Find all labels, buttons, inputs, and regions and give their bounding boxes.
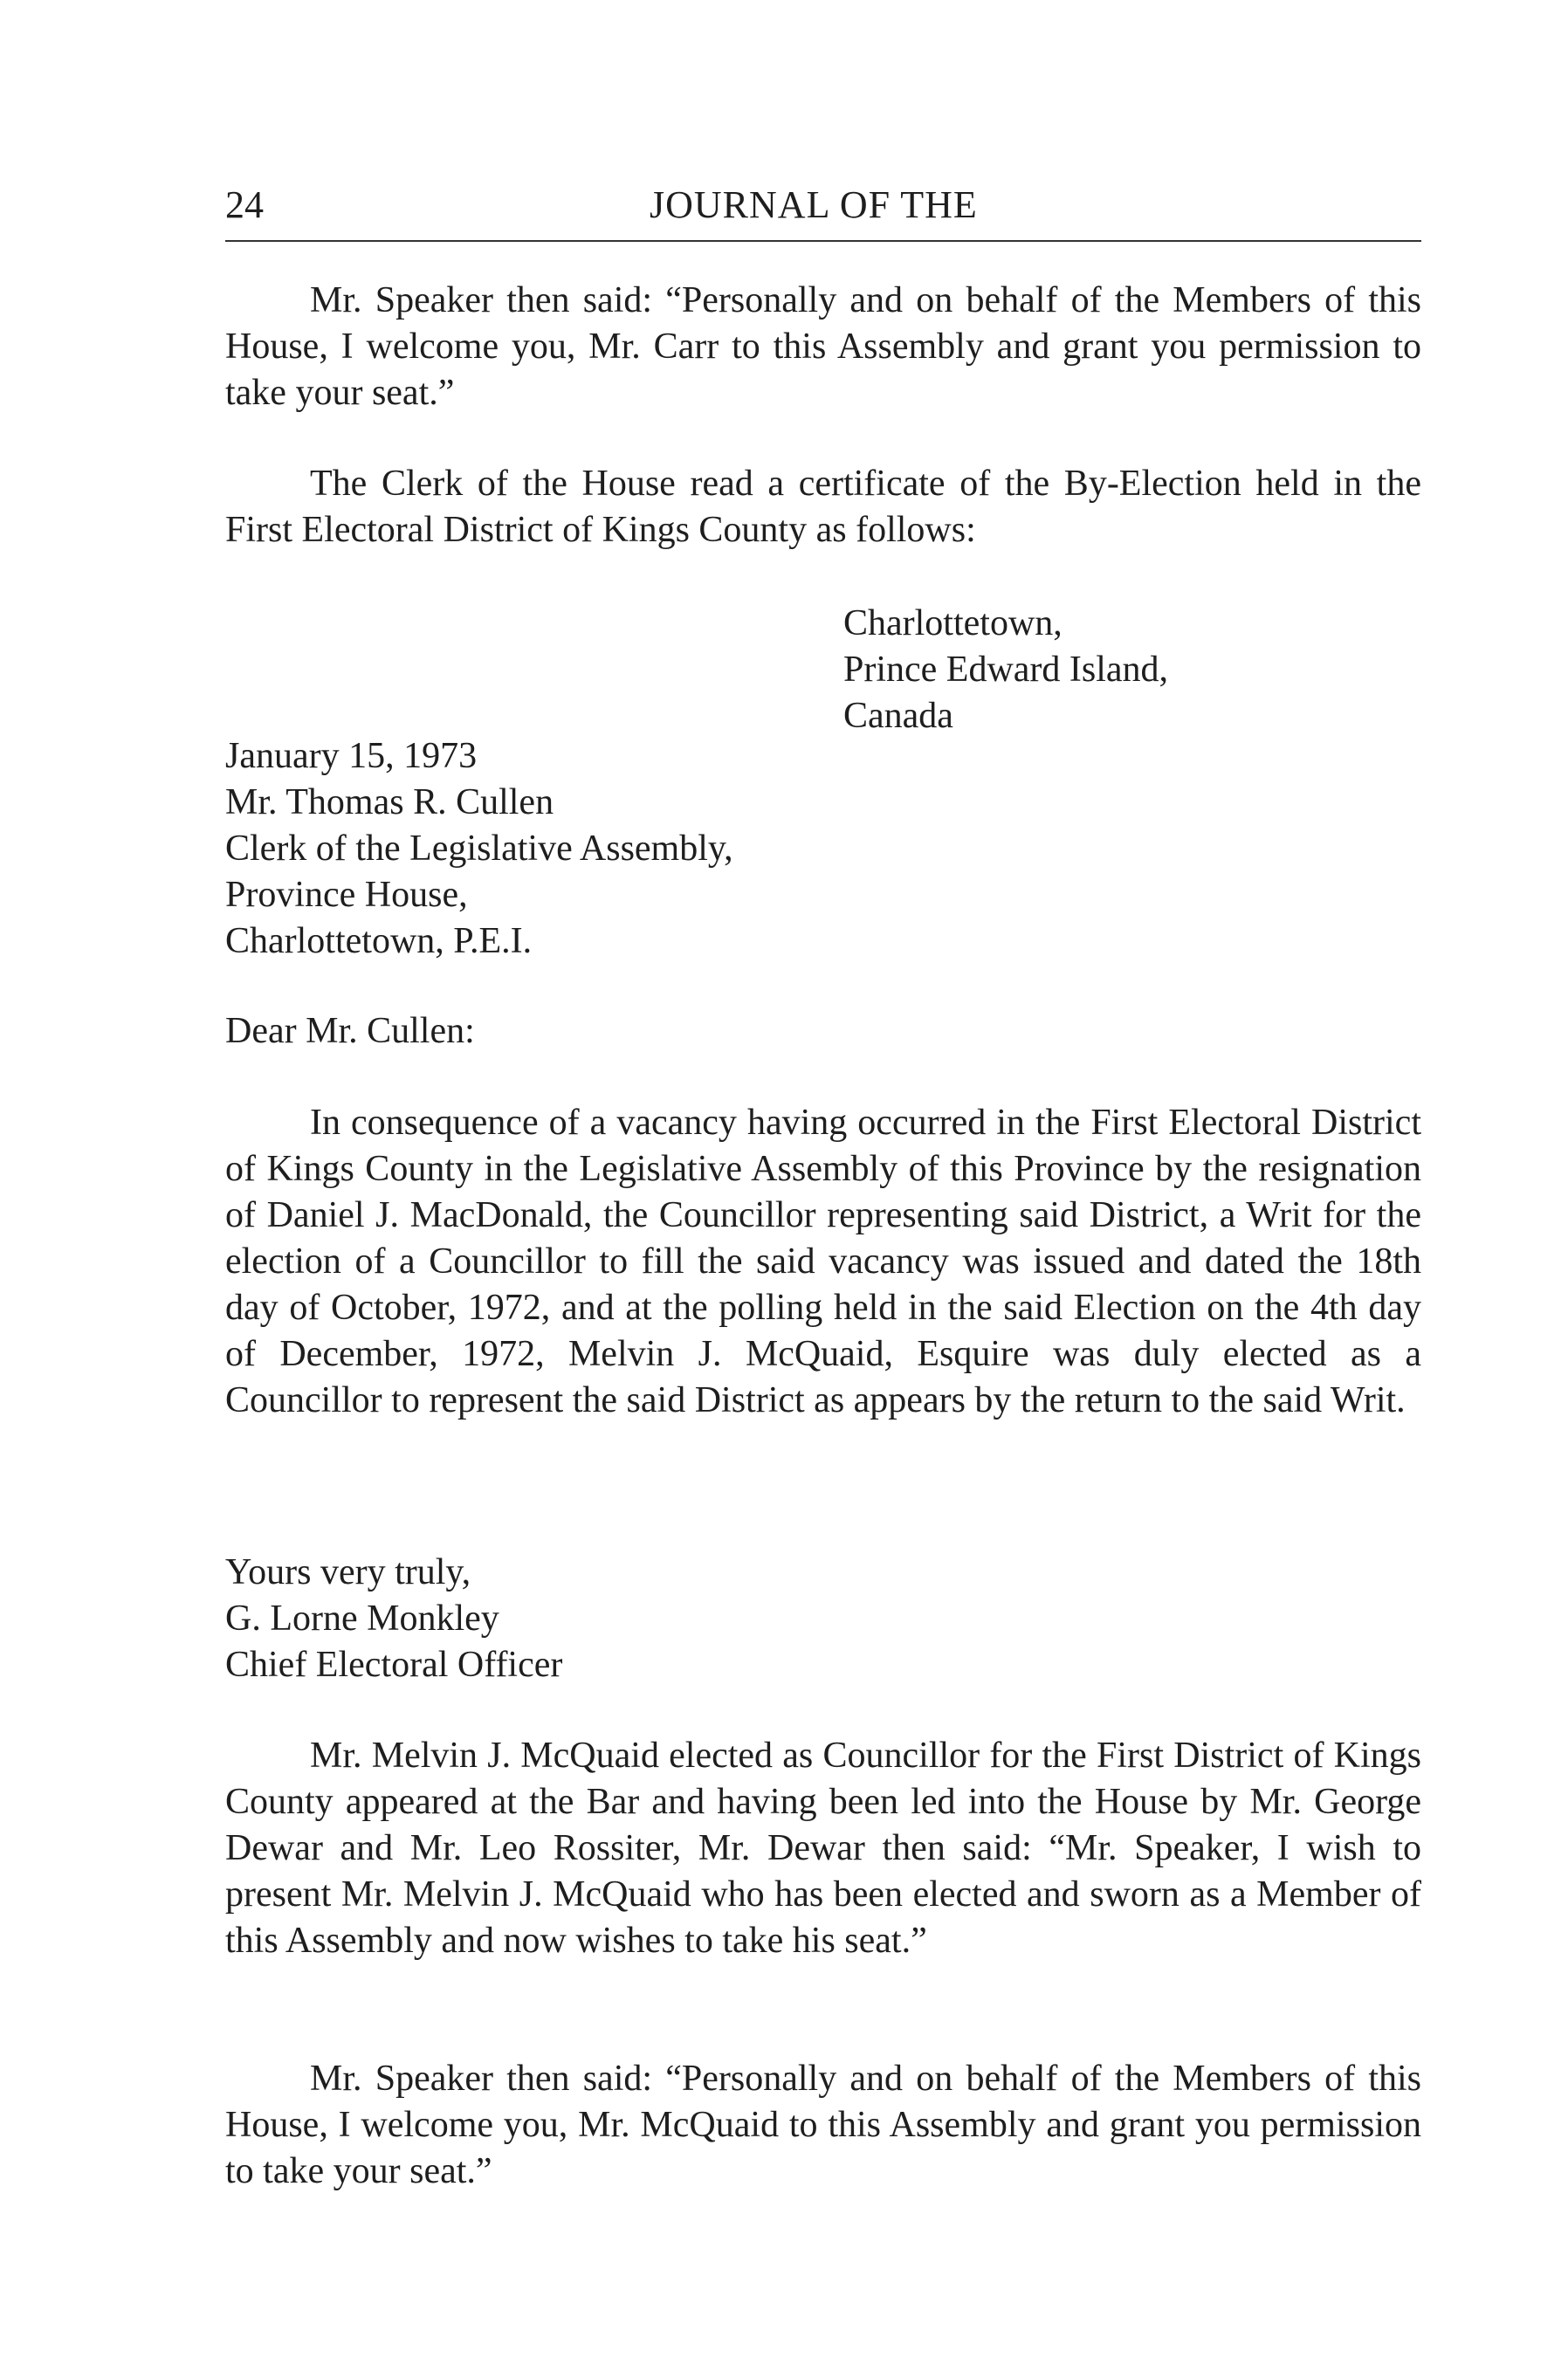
signer-title: Chief Electoral Officer [225, 1645, 563, 1685]
letter-place-line: Prince Edward Island, [843, 650, 1169, 690]
letter-place-line: Canada [843, 696, 953, 736]
page-header [225, 179, 1421, 242]
paragraph-text: Mr. Speaker then said: “Personally and on behalf of the Members of this House, I welcome you, Mr. McQuaid to this Assembly and grant you permission to take your seat.” [225, 2059, 1421, 2191]
letter-date-address [225, 733, 733, 965]
letter-salutation: Dear Mr. Cullen: [225, 1011, 475, 1051]
letter-body [225, 1100, 1421, 1424]
page-number: 24 [225, 183, 264, 226]
paragraph-text: Mr. Melvin J. McQuaid elected as Councillor for the First District of Kings County appeared at the Bar and having been led into the House by Mr. George Dewar and Mr. Leo Rossiter, Mr. Dewar then said: “Mr. Speaker, I wish to present Mr. Melvin J. McQuaid who has been elected and sworn as a Member of this Assembly and now wishes to take his seat.” [225, 1736, 1421, 1961]
letter-signature-block [225, 1550, 562, 1688]
paragraph-text: The Clerk of the House read a certificate of the By-Election held in the First Electoral District of Kings County as follows: [225, 464, 1421, 550]
paragraph-text: In consequence of a vacancy having occurred in the First Electoral District of Kings County in the Legislative Assembly of this Province by the resignation of Daniel J. MacDonald, the Councillor representing said District, a Writ for the election of a Councillor to fill the said vacancy was issued and dated the 18th day of October, 1972, and at the polling held in the said Election on the 4th day of December, 1972, Melvin J. McQuaid, Esquire was duly elected as a Councillor to represent the said District as appears by the return to the said Writ. [225, 1103, 1421, 1420]
addressee-line: Mr. Thomas R. Cullen [225, 782, 554, 822]
running-head: JOURNAL OF THE [650, 183, 978, 226]
letter-closing: Yours very truly, [225, 1552, 471, 1592]
letter-salutation-block [225, 1008, 475, 1055]
letter-place [843, 601, 1168, 739]
letter-place-line: Charlottetown, [843, 603, 1063, 643]
addressee-line: Clerk of the Legislative Assembly, [225, 828, 733, 869]
paragraph-mcquaid-presented [225, 1733, 1421, 1964]
signer-name: G. Lorne Monkley [225, 1599, 499, 1639]
addressee-line: Province House, [225, 875, 468, 915]
addressee-line: Charlottetown, P.E.I. [225, 921, 533, 961]
paragraph-clerk-read [225, 461, 1421, 553]
letter-date: January 15, 1973 [225, 736, 478, 776]
paragraph-text: Mr. Speaker then said: “Personally and on behalf of the Members of this House, I welcome you, Mr. Carr to this Assembly and grant you permission to take your seat.” [225, 280, 1421, 413]
paragraph-welcome-mcquaid [225, 2056, 1421, 2195]
paragraph-welcome-carr [225, 278, 1421, 416]
